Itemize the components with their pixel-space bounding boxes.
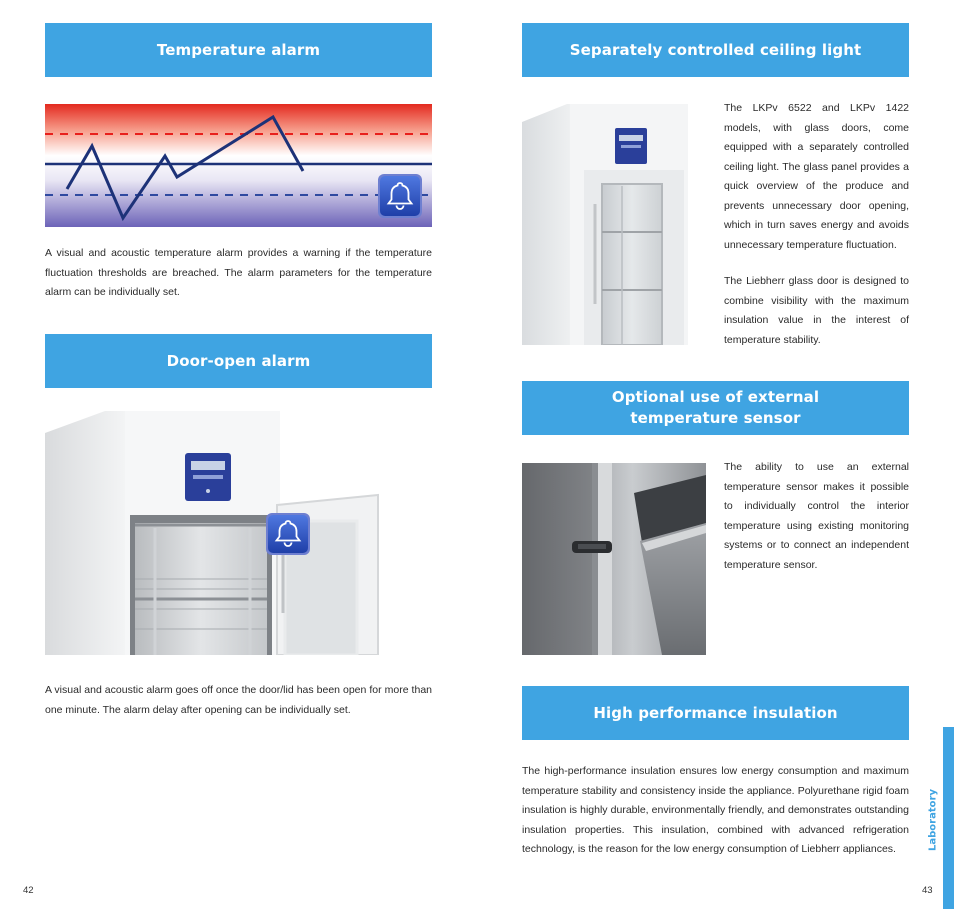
section-side-label-text: Laboratory [927,789,939,851]
insulation-header [522,686,909,740]
temperature-alarm-title: Temperature alarm [156,40,321,59]
external-sensor-title-line1: Optional use of external [611,388,820,406]
section-side-tab [943,727,954,909]
section-side-label [926,780,940,860]
external-sensor-title-line2: temperature sensor [630,409,801,427]
door-open-alarm-title: Door-open alarm [166,351,311,370]
external-sensor-header [522,381,909,435]
bell-icon [266,513,310,555]
open-door-fridge-image [45,403,380,655]
temperature-alarm-text: A visual and acoustic temperature alarm provides a warning if the temperature fluctuation thresholds are breached. The alarm parameters for the temperature alarm can be individually set. [45,247,432,298]
external-sensor-image [522,463,706,655]
ceiling-light-header [522,23,909,77]
temperature-alarm-graphic [45,104,432,227]
external-sensor-text: The ability to use an external temperature sensor makes it possible to individually control the interior temperature using existing monitoring systems or to connect an independent temperature sensor. [724,461,909,571]
door-open-alarm-text: A visual and acoustic alarm goes off once the door/lid has been open for more than one minute. The alarm delay after opening can be individually set. [45,684,432,716]
insulation-title: High performance insulation [593,703,838,722]
ceiling-light-text-1: The LKPv 6522 and LKPv 1422 models, with glass doors, come equipped with a separately controlled ceiling light. The glass panel provides a quick overview of the produce and prevents unnecessary door opening, which in turn saves energy and avoids unnecessary temperature fluctuation. [724,102,909,251]
page-number-left: 42 [23,885,34,896]
temperature-alarm-header [45,23,432,77]
glass-door-fridge-image [522,104,688,345]
temperature-band [45,104,432,227]
ceiling-light-text-2: The Liebherr glass door is designed to combine visibility with the maximum insulation value in the interest of temperature stability. [724,275,909,346]
insulation-text: The high-performance insulation ensures low energy consumption and maximum temperature stability and consistency inside the appliance. Polyurethane rigid foam insulation is highly durable, environmentally friendly, and demonstrates outstanding insulation properties. This insulation, combined with advanced refrigeration technology, is the reason for the low energy consumption of Liebherr appliances. [522,765,909,855]
door-open-alarm-header [45,334,432,388]
page-number-right: 43 [922,885,933,896]
ceiling-light-title: Separately controlled ceiling light [569,40,862,59]
bell-icon [378,174,422,218]
